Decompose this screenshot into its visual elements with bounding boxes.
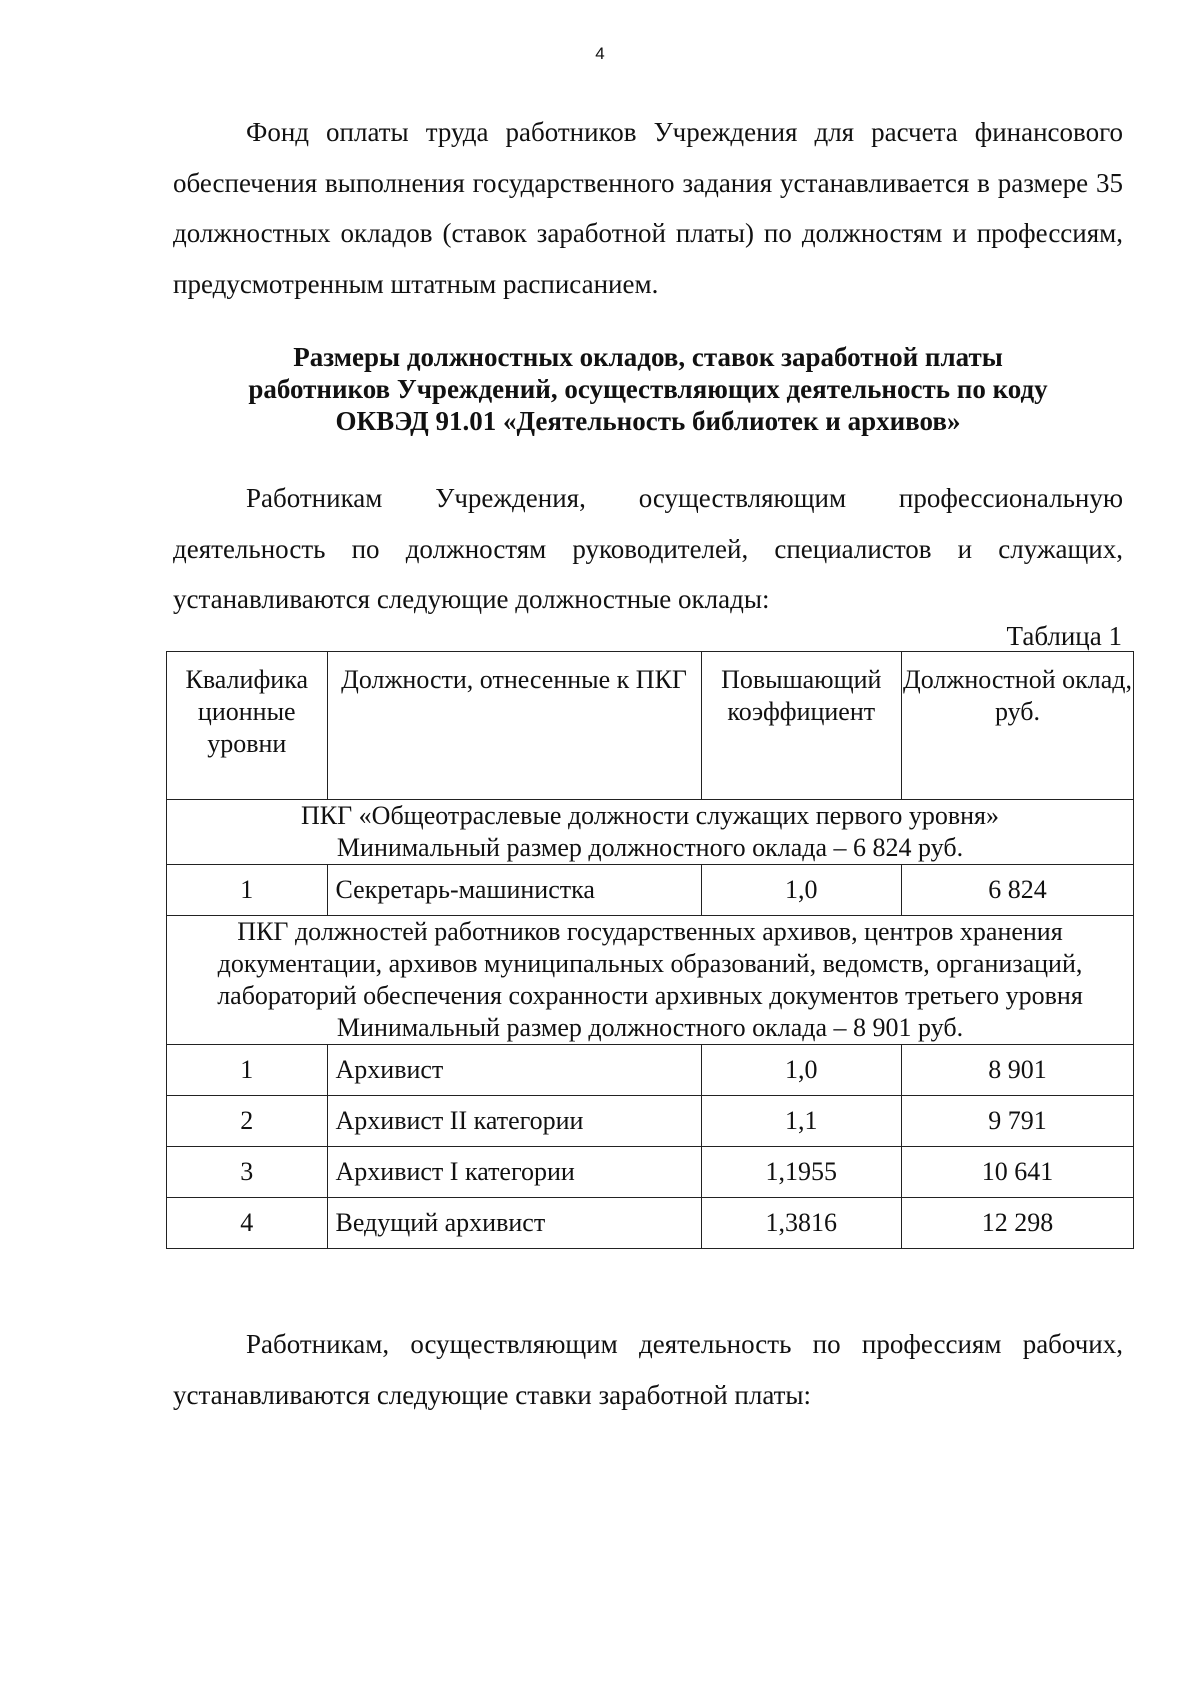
table-row [167,1198,1134,1249]
cell-coefficient: 1,1955 [701,1147,901,1198]
cell-salary: 9 791 [902,1096,1134,1147]
table-caption: Таблица 1 [1006,621,1122,651]
table-header-row [167,652,1134,800]
cell-level: 1 [167,865,328,916]
cell-salary: 10 641 [902,1147,1134,1198]
paragraph-employees-salaries: Работникам Учреждения, осуществляющим профессиональную деятельность по должностям руководителей, специалистов и служащих, устанавливаются следующие должностные оклады: [173,483,1123,614]
cell-position: Ведущий архивист [327,1198,701,1249]
cell-salary: 12 298 [902,1198,1134,1249]
table-row [167,1096,1134,1147]
cell-salary: 8 901 [902,1045,1134,1096]
group-title-line: ПКГ должностей работников государственных архивов, центров хранения [237,917,1063,946]
section-heading [173,341,1123,437]
cell-position: Архивист [327,1045,701,1096]
table-row [167,1147,1134,1198]
header-salary: Должностной оклад, руб. [902,652,1134,800]
cell-level: 1 [167,1045,328,1096]
cell-level: 2 [167,1096,328,1147]
group-row [167,916,1134,1045]
cell-coefficient: 1,0 [701,1045,901,1096]
group-title-line: лабораторий обеспечения сохранности архивных документов третьего уровня [217,981,1083,1010]
cell-level: 4 [167,1198,328,1249]
group-title-line: документации, архивов муниципальных образований, ведомств, организаций, [217,949,1083,978]
cell-position: Архивист I категории [327,1147,701,1198]
table-row [167,865,1134,916]
cell-position: Архивист II категории [327,1096,701,1147]
header-qualification-levels: Квалифика ционные уровни [167,652,328,800]
cell-coefficient: 1,1 [701,1096,901,1147]
header-coefficient: Повышающий коэффициент [701,652,901,800]
salary-table [166,651,1134,1249]
group-title-line: ПКГ «Общеотраслевые должности служащих первого уровня» [301,801,999,830]
cell-coefficient: 1,0 [701,865,901,916]
cell-coefficient: 1,3816 [701,1198,901,1249]
cell-salary: 6 824 [902,865,1134,916]
paragraph-wage-fund: Фонд оплаты труда работников Учреждения для расчета финансового обеспечения выполнения государственного задания устанавливается в размере 35 должностных окладов (ставок заработной платы) по должностям и профессиям, предусмотренным штатным расписанием. [173,117,1123,299]
group-title [167,800,1134,865]
cell-level: 3 [167,1147,328,1198]
group-title-line: Минимальный размер должностного оклада – 6 824 руб. [336,833,964,862]
table-row [167,1045,1134,1096]
header-positions: Должности, отнесенные к ПКГ [327,652,701,800]
group-title-line: Минимальный размер должностного оклада – 8 901 руб. [336,1013,964,1042]
section-heading-line: Размеры должностных окладов, ставок заработной платы [293,342,1003,372]
paragraph-workers-rates: Работникам, осуществляющим деятельность по профессиям рабочих, устанавливаются следующие ставки заработной платы: [173,1329,1123,1410]
cell-position: Секретарь-машинистка [327,865,701,916]
group-row [167,800,1134,865]
page-number: 4 [595,44,605,63]
group-title [167,916,1134,1045]
section-heading-line: работников Учреждений, осуществляющих деятельность по коду [248,374,1048,404]
section-heading-line: ОКВЭД 91.01 «Деятельность библиотек и архивов» [335,406,961,436]
